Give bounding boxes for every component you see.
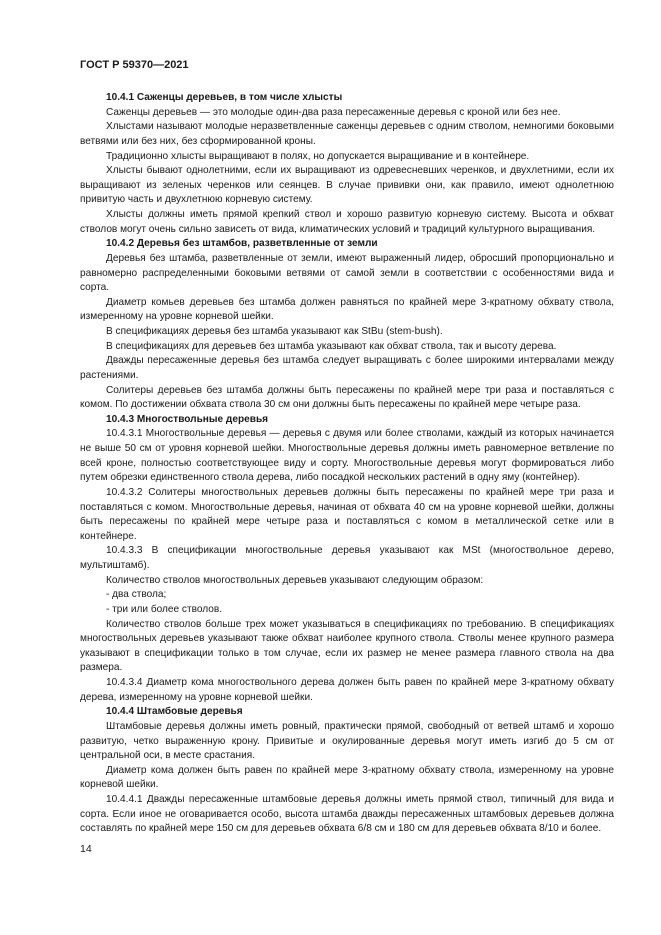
paragraph: 10.4.3.4 Диаметр кома многоствольного дерева должен быть равен по крайней мере 3-кратному обхвату дерева, измеренному на уровне корневой шейки. xyxy=(80,677,614,703)
paragraph: В спецификациях деревья без штамба указывают как StBu (stem-bush). xyxy=(106,326,443,337)
paragraph: 10.4.3.2 Солитеры многоствольных деревьев должны быть пересажены по крайней мере три раза и поставляться с комом. Многоствольные деревья, начиная от обхвата 40 см на уровне корневой шейки, должны быть пересажены по крайней мере четыре раза и поставляться с комом в металлической сетке или в контейнере. xyxy=(80,486,614,542)
paragraph: Количество стволов больше трех может указываться в спецификациях по требованию. В спецификациях многоствольных деревьев указывают также обхват наиболее крупного ствола. Стволы менее крупного размера указывают в спецификации только в том случае, если их размер не менее размера главного ствола на два размера. xyxy=(80,618,614,674)
paragraph: В спецификациях для деревьев без штамба указывают как обхват ствола, так и высоту дерева. xyxy=(106,340,557,352)
paragraph: Штамбовые деревья должны иметь ровный, практически прямой, свободный от ветвей штамб и хорошо развитую, четко выраженную крону. Привитые и окулированные деревья могут иметь изгиб до 5 см от центральной оси, в месте срастания. xyxy=(80,720,614,762)
section-heading: 10.4.4 Штамбовые деревья xyxy=(106,706,243,718)
paragraph: Традиционно хлысты выращивают в полях, но допускается выращивание и в контейнере. xyxy=(106,150,530,162)
paragraph: 10.4.3.1 Многоствольные деревья — деревья с двумя или более стволами, каждый из которых начинается не выше 50 см от уровня корневой шейки. Многоствольные деревья должны иметь равномерное ветвление по всей кроне, полностью соответствующее виду и сорту. Многоствольные деревья могут формироваться либо путем обрезки единственного ствола дерева, либо посадкой нескольких растений в одну яму (контейнер). xyxy=(80,428,614,484)
page-number: 14 xyxy=(80,843,92,855)
list-item: - два ствола; xyxy=(106,589,167,601)
paragraph: Диаметр кома должен быть равен по крайней мере 3-кратному обхвату ствола, измеренному на уровне корневой шейки. xyxy=(80,764,614,791)
paragraph: Дважды пересаженные деревья без штамба следует выращивать с более широкими интервалами между растениями. xyxy=(80,355,614,381)
document-body xyxy=(80,91,614,837)
paragraph: Диаметр комьев деревьев без штамба должен равняться по крайней мере 3-кратному обхвату ствола, измеренному на уровне корневой шейки. xyxy=(80,296,614,323)
list-item: - три или более стволов. xyxy=(106,603,223,615)
paragraph: Деревья без штамба, разветвленные от земли, имеют выраженный лидер, обросший пропорционально и равномерно распределенными боковыми ветвями от самой земли в соответствии с особенностями вида и сорта. xyxy=(80,252,614,294)
section-heading: 10.4.1 Саженцы деревьев, в том числе хлысты xyxy=(106,92,343,103)
paragraph: 10.4.3.3 В спецификации многоствольные деревья указывают как MSt (многоствольное дерево, мультиштамб). xyxy=(80,545,614,571)
paragraph: Количество стволов многоствольных деревьев указывают следующим образом: xyxy=(106,574,484,586)
paragraph: Хлысты должны иметь прямой крепкий ствол и хорошо развитую корневую систему. Высота и обхват стволов могут очень сильно зависеть от вида, климатических условий и традиций культурного выращивания. xyxy=(80,209,614,235)
paragraph: 10.4.4.1 Дважды пересаженные штамбовые деревья должны иметь прямой ствол, типичный для вида и сорта. Если иное не оговаривается особо, высота штамба дважды пересаженных штамбовых деревьев должна составлять по крайней мере 150 см для деревьев обхвата 6/8 см и 180 см для деревьев обхвата 8/10 и более. xyxy=(80,794,614,835)
paragraph: Саженцы деревьев — это молодые один-два раза пересаженные деревья с кроной или без нее. xyxy=(106,106,561,118)
section-heading: 10.4.3 Многоствольные деревья xyxy=(106,413,269,425)
section-heading: 10.4.2 Деревья без штамбов, разветвленные от земли xyxy=(106,238,378,250)
document-header: ГОСТ Р 59370—2021 xyxy=(80,59,189,71)
paragraph: Солитеры деревьев без штамба должны быть пересажены по крайней мере три раза и поставляться с комом. По достижении обхвата ствола 30 см они должны быть пересажены по крайней мере четыре раза. xyxy=(80,384,614,411)
paragraph: Хлысты бывают однолетними, если их выращивают из одревесневших черенков, и двухлетними, если их выращивают из зеленых черенков или сеянцев. В случае прививки они, как правило, имеют однолетнюю привитую часть и двухлетнюю корневую систему. xyxy=(80,165,614,206)
paragraph: Хлыстами называют молодые неразветвленные саженцы деревьев с одним стволом, немногими боковыми ветвями или без них, без сформированной кроны. xyxy=(80,121,614,147)
